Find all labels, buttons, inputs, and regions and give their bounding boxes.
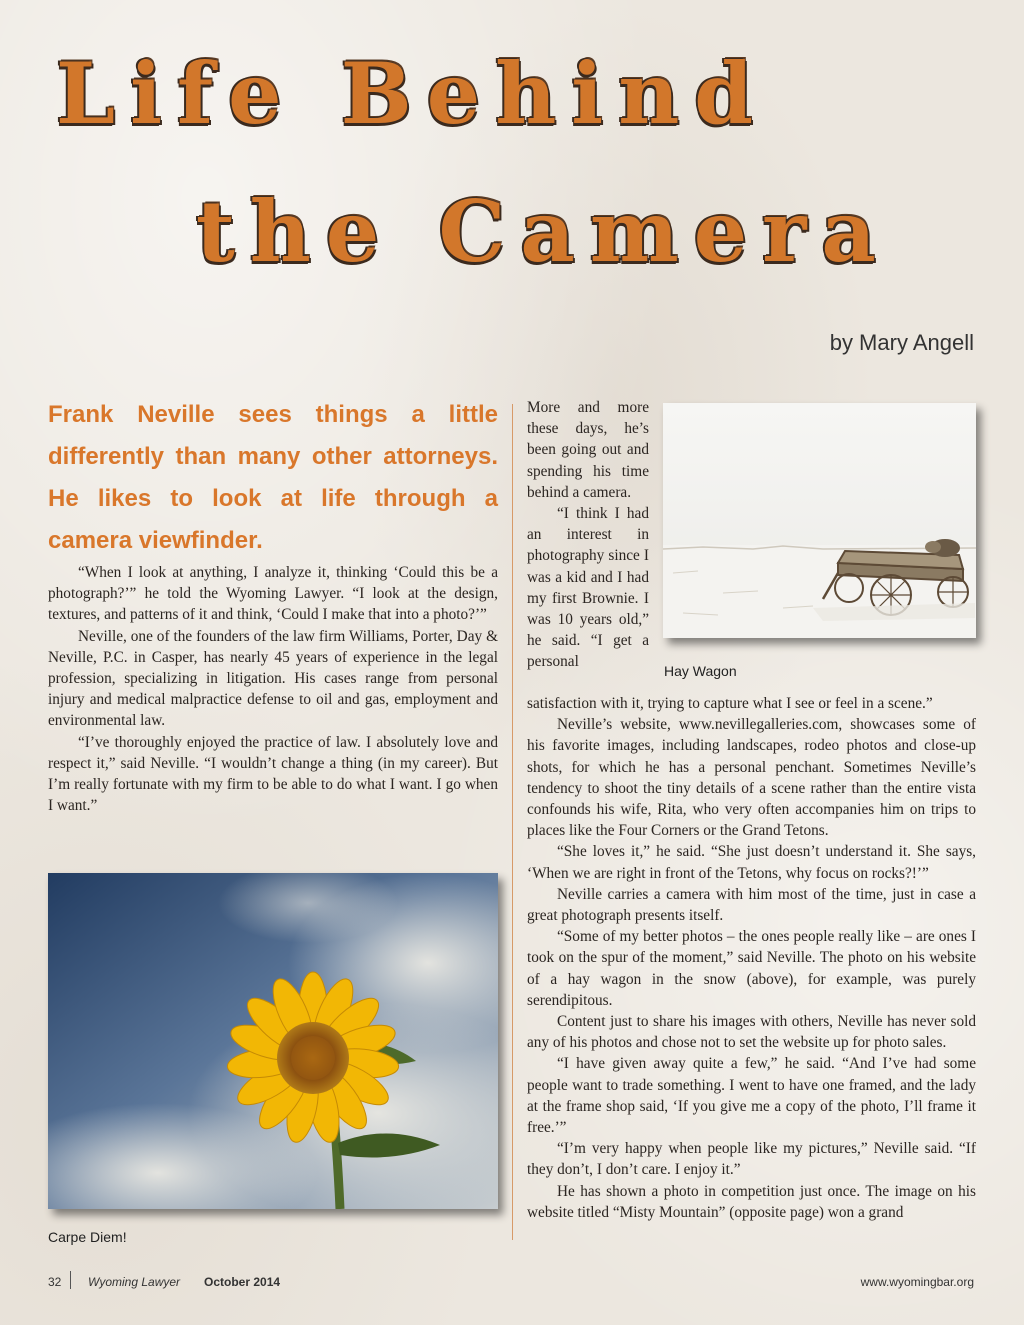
hay-wagon-illustration bbox=[663, 403, 976, 638]
paragraph: Neville’s website, www.nevillegalleries.com, showcases some of his favorite images, including landscapes, rodeo photos and close-up shots, for which he has a personal penchant. Sometimes Neville’s tendency to shoot the tiny details of a scene rather than the entire vista confounds his wife, Rita, who very often accompanies him on trips to places like the Four Corners or the Grand Tetons. bbox=[527, 716, 976, 840]
title-line-2: the Camera bbox=[196, 182, 891, 281]
hay-wagon-caption: Hay Wagon bbox=[664, 663, 737, 679]
footer-divider bbox=[70, 1271, 71, 1289]
page-number: 32 bbox=[48, 1275, 62, 1289]
paragraph: “I’m very happy when people like my pictures,” Neville said. “If they don’t, I don’t care. I enjoy it.” bbox=[527, 1140, 976, 1179]
right-column-body bbox=[527, 693, 976, 1223]
paragraph: “I have given away quite a few,” he said. “And I’ve had some people want to trade something. I went to have one framed, and the lady at the frame shop said, ‘If you give me a copy of the photo, I’ll frame it free.’” bbox=[527, 1055, 976, 1137]
paragraph: “I think I had an interest in photography since I was a kid and I had my first Brownie. I was 10 years old,” he said. “I get a personal bbox=[527, 505, 649, 671]
paragraph: “I’ve thoroughly enjoyed the practice of law. I absolutely love and respect it,” said Neville. “I wouldn’t change a thing (in my career). But I’m really fortunate with my firm to be able to do what I want. I go when I want.” bbox=[48, 733, 498, 815]
paragraph: “When I look at anything, I analyze it, thinking ‘Could this be a photograph?’” he told the Wyoming Lawyer. “I look at the design, textures, and patterns of it and think, ‘Could I make that into a photo?’” bbox=[48, 564, 498, 624]
issue-date: October 2014 bbox=[204, 1275, 281, 1289]
deck-intro: Frank Neville sees things a little differently than many other attorneys. He likes to look at life through a camera viewfinder. bbox=[48, 401, 498, 554]
left-column-body bbox=[48, 562, 498, 816]
paragraph: He has shown a photo in competition just once. The image on his website titled “Misty Mountain” (opposite page) won a grand bbox=[527, 1182, 976, 1221]
byline: by Mary Angell bbox=[829, 330, 974, 355]
sunflower-photo bbox=[48, 873, 498, 1209]
paragraph: Neville carries a camera with him most of the time, just in case a great photograph presents itself. bbox=[527, 885, 976, 925]
paragraph: Neville, one of the founders of the law firm Williams, Porter, Day & Neville, P.C. in Casper, has nearly 45 years of experience in the legal profession, specializing in litigation. His cases range from personal injury and medical malpractice defense to oil and gas, employment and environmental law. bbox=[48, 627, 498, 730]
hay-wagon-photo bbox=[663, 403, 976, 638]
paragraph-continuation: satisfaction with it, trying to capture what I see or feel in a scene.” bbox=[527, 695, 933, 712]
right-column-top bbox=[527, 397, 649, 673]
title-line-1: Life Behind bbox=[56, 44, 769, 143]
paragraph: “Some of my better photos – the ones people really like – are ones I took on the spur of the moment,” said Neville. The photo on his website of a hay wagon in the snow (above), for example, was purely serendipitous. bbox=[527, 928, 976, 1009]
column-divider bbox=[512, 404, 513, 1240]
paragraph: Content just to share his images with others, Neville has never sold any of his photos and chose not to set the website up for photo sales. bbox=[527, 1013, 976, 1052]
magazine-name: Wyoming Lawyer bbox=[88, 1275, 181, 1289]
sunflower-caption: Carpe Diem! bbox=[48, 1229, 127, 1245]
paragraph: More and more these days, he’s been going out and spending his time behind a camera. bbox=[527, 399, 649, 501]
website-url[interactable]: www.wyomingbar.org bbox=[860, 1275, 974, 1289]
paragraph: “She loves it,” he said. “She just doesn’t understand it. She says, ‘When we are right in front of the Tetons, why focus on rocks?!’” bbox=[527, 843, 976, 882]
sunflower-illustration bbox=[48, 873, 498, 1209]
